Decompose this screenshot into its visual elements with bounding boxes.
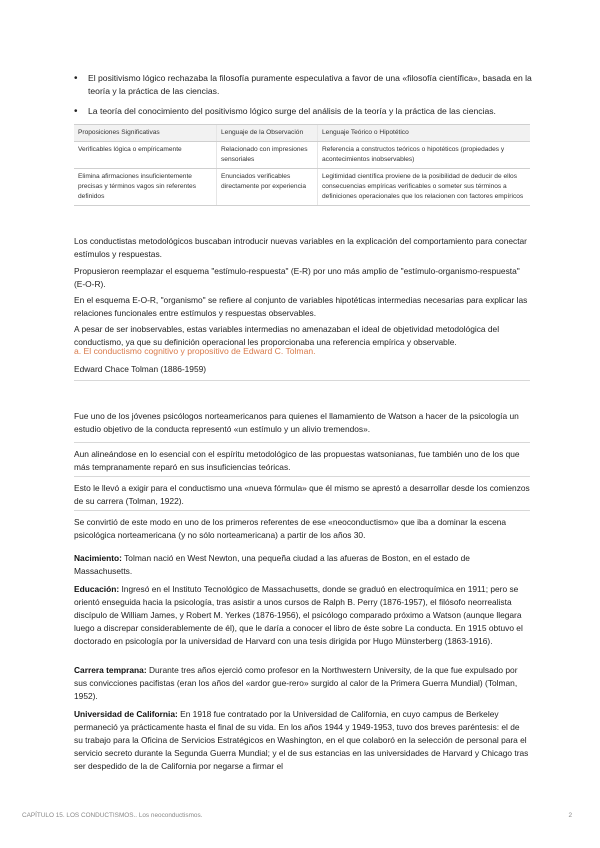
table-header-row (74, 125, 530, 142)
bullet-item: • La teoría del conocimiento del positivismo lógico surge del análisis de la teoría y la práctica de las ciencias. (74, 105, 544, 118)
intro-paragraph: En el esquema E-O-R, "organismo" se refiere al conjunto de variables hipotéticas intermedias necesarias para explicar las relaciones funcionales entre estímulos y respuestas observables. (74, 295, 528, 318)
bio-birth (74, 552, 530, 578)
table-cell: Relacionado con impresiones sensoriales (217, 142, 318, 169)
intro-paragraph: A pesar de ser inobservables, estas variables intermedias no amenazaban el ideal de objetividad metodológica del conductismo, ya que su definición operacional les proporcionaba una referencia empírica y observable. (74, 324, 500, 347)
page-footer (22, 812, 578, 819)
comparison-table (74, 124, 530, 206)
divider (74, 476, 530, 477)
table-cell: Legitimidad científica proviene de la posibilidad de deducir de ellos consecuencias empíricas verificables o someter sus términos a definiciones operacionales que los relacionen con factores empíricos (318, 169, 531, 206)
bio-label: Nacimiento: (74, 553, 122, 563)
body-paragraph: Se convirtió de este modo en uno de los primeros referentes de ese «neoconductismo» que iba a dominar la escena psicológica norteamericana (y no sólo norteamericana) a partir de los años 30. (74, 517, 507, 540)
table-row (74, 142, 530, 169)
section-title: a. El conductismo cognitivo y propositivo de Edward C. Tolman. (74, 346, 316, 356)
page-number: 2 (568, 812, 572, 819)
table-header-cell: Lenguaje Teórico o Hipotético (318, 125, 531, 142)
bio-label: Universidad de California: (74, 709, 178, 719)
table-header-cell: Lenguaje de la Observación (217, 125, 318, 142)
body-paragraph: Fue uno de los jóvenes psicólogos norteamericanos para quienes el llamamiento de Watson a hacer de la psicología un estudio objetivo de la conducta representó «un estímulo y un alivio tremendos». (74, 411, 519, 434)
bio-label: Educación: (74, 584, 120, 594)
divider (74, 510, 530, 511)
intro-paragraph: Los conductistas metodológicos buscaban introducir nuevas variables en la explicación del comportamiento para conectar estímulos y respuestas. (74, 236, 527, 259)
body-paragraph: Aun alineándose en lo esencial con el espíritu metodológico de las propuestas watsonianas, fue también uno de los que más tempranamente reparó en sus insuficiencias teóricas. (74, 449, 520, 472)
author-name: Edward Chace Tolman (1886-1959) (74, 364, 207, 374)
bio-label: Carrera temprana: (74, 665, 147, 675)
table-cell: Referencia a constructos teóricos o hipotéticos (propiedades y acontecimientos inobservables) (318, 142, 531, 169)
bio-text: En 1918 fue contratado por la Universidad de California, en cuyo campus de Berkeley permaneció ya prácticamente hasta el final de su vida. En los años 1944 y 1949-1953, tuvo dos breves paréntesis: el de su trabajo para la Oficina de Servicios Estratégicos en Washington, en el que colaboró en la selección de personal para el servicio secreto durante la Segunda Guerra Mundial; y el de sus estancias en las universidades de Harvard y Chicago tras ser despedido de la de California por negarse a firmar el (74, 709, 529, 771)
divider (74, 442, 530, 443)
intro-paragraph: Propusieron reemplazar el esquema "estímulo-respuesta" (E-R) por uno más amplio de "estímulo-organismo-respuesta" (E-O-R). (74, 266, 520, 289)
table-cell: Elimina afirmaciones insuficientemente precisas y términos vagos sin referentes definidos (74, 169, 217, 206)
table-row (74, 169, 530, 206)
footer-chapter: CAPÍTULO 15. LOS CONDUCTISMOS.. Los neoconductismos. (22, 812, 203, 819)
bullet-item: • El positivismo lógico rechazaba la filosofía puramente especulativa a favor de una «filosofía científica», basada en la teoría y la práctica de las ciencias. (74, 72, 544, 98)
bio-text: Tolman nació en West Newton, una pequeña ciudad a las afueras de Boston, en el estado de Massachusetts. (74, 553, 470, 576)
bullet-list (74, 72, 544, 125)
bio-early-career (74, 664, 530, 703)
bio-university (74, 708, 530, 773)
table-header-cell: Proposiciones Significativas (74, 125, 217, 142)
divider (74, 380, 530, 381)
body-paragraph: Esto le llevó a exigir para el conductismo una «nueva fórmula» que él mismo se aprestó a desarrollar desde los comienzos de su carrera (Tolman, 1922). (74, 483, 530, 506)
bio-text: Durante tres años ejerció como profesor en la Northwestern University, de la que fue expulsado por sus convicciones pacifistas (eran los años del «ardor gue-rero» surgido al calor de la Primera Guerra Mundial) (Tolman, 1952). (74, 665, 518, 701)
bio-education (74, 583, 530, 648)
table-cell: Enunciados verificables directamente por experiencia (217, 169, 318, 206)
table-cell: Verificables lógica o empíricamente (74, 142, 217, 169)
bio-text: Ingresó en el Instituto Tecnológico de Massachusetts, donde se graduó en electroquímica en 1911; pero se orientó enseguida hacia la psicología, tras asistir a unos cursos de Ralph B. Perry (1876-1957), el filósofo neorrealista discípulo de William James, y Robert M. Yerkes (1876-1956), el psicólogo comparado próximo a Watson (aunque llegara luego a discrepar considerablemente de él), que le daría a conocer el libro de éste sobre La conducta. En 1915 obtuvo el doctorado en psicología por la universidad de Harvard con una tesis dirigida por Hugo Münsterberg (1863-1916). (74, 584, 523, 646)
